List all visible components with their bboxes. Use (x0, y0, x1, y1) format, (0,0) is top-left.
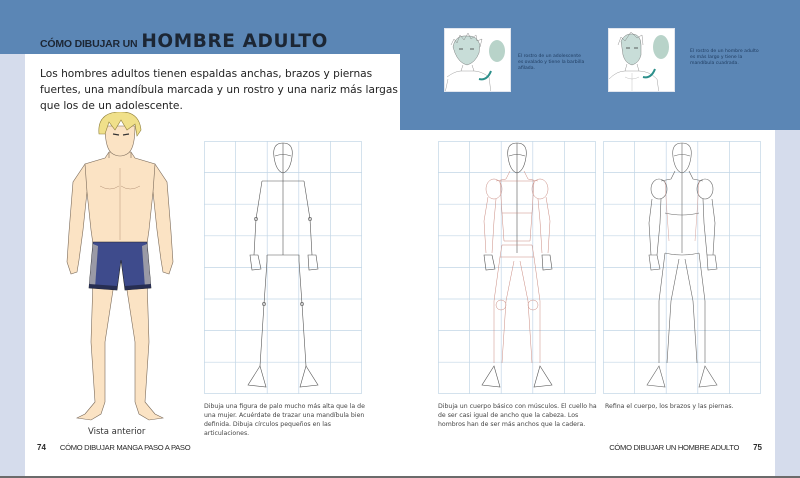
intro-paragraph: Los hombres adultos tienen espaldas anchas, brazos y piernas fuertes, una mandíbula marcada y un rostro y una nariz más largas que los de un adolescente. (40, 68, 398, 112)
page-title-main: HOMBRE ADULTO (141, 31, 328, 52)
teen-face-caption: El rostro de un adolescente es ovalado y tiene la barbilla afilada. (518, 54, 585, 72)
step-3-grid (603, 141, 761, 394)
adult-sketch-icon (609, 29, 675, 92)
step-3-caption: Refina el cuerpo, los brazos y las piernas. (605, 403, 734, 410)
stick-figure-icon (204, 141, 362, 394)
left-margin-strip (0, 54, 25, 476)
adult-face-caption: El rostro de un hombre adulto es más largo y tiene la mandíbula cuadrada. (690, 49, 759, 67)
page-title-prefix: CÓMO DIBUJAR UN (40, 38, 138, 50)
page-title (40, 30, 328, 52)
step-2-grid (438, 141, 596, 394)
right-margin-strip (775, 130, 800, 476)
adult-man-figure-icon (55, 112, 185, 430)
step-1-grid (204, 141, 362, 394)
teen-face-thumbnail (444, 28, 511, 92)
refined-figure-icon (603, 141, 761, 394)
muscle-figure-icon (438, 141, 596, 394)
footer-left (37, 443, 190, 452)
front-view-label: Vista anterior (88, 427, 146, 437)
left-page-number: 74 (37, 443, 46, 452)
adult-man-illustration (55, 112, 185, 430)
footer-right (609, 443, 762, 452)
right-page-number: 75 (753, 443, 762, 452)
right-running-title: CÓMO DIBUJAR UN HOMBRE ADULTO (609, 443, 740, 452)
teen-sketch-icon (445, 29, 511, 92)
adult-face-thumbnail (608, 28, 675, 92)
left-running-title: CÓMO DIBUJAR MANGA PASO A PASO (59, 443, 191, 452)
step-2-caption: Dibuja un cuerpo básico con músculos. El cuello ha de ser casi igual de ancho que la cabeza. Los hombros han de ser más anchos que la cadera. (438, 403, 597, 428)
step-1-caption: Dibuja una figura de palo mucho más alta que la de una mujer. Acuérdate de trazar una mandíbula bien definida. Dibuja círculos pequeños en las articulaciones. (204, 403, 365, 437)
